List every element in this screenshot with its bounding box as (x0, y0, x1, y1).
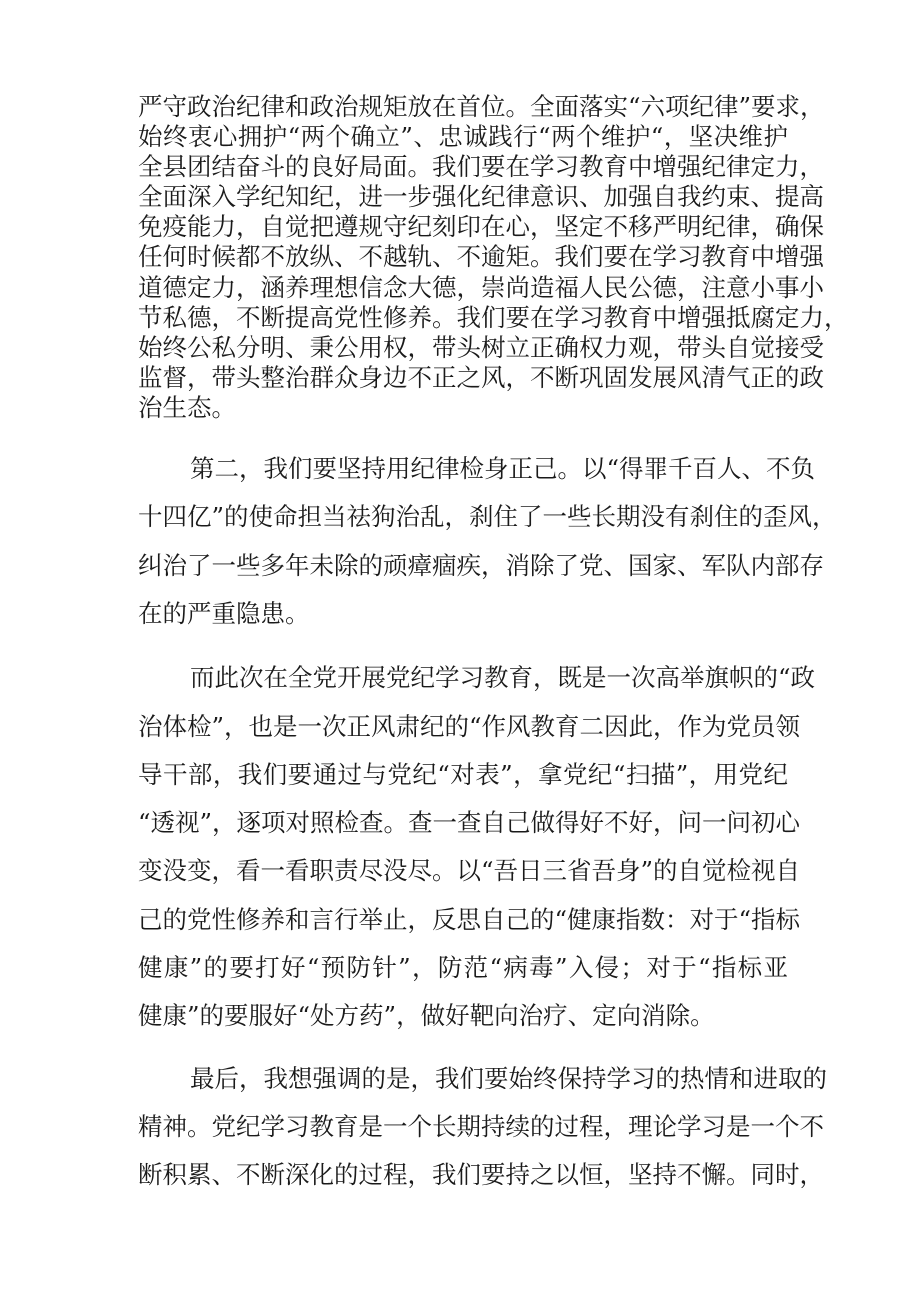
text-line: 健康”的要服好“处方药”，做好靶向治疗、定向消除。 (138, 1001, 715, 1031)
text-line: 全县团结奋斗的良好局面。我们要在学习教育中增强纪律定力， (138, 152, 824, 182)
text-line: 治生态。 (138, 392, 236, 422)
text-line: 而此次在全党开展党纪学习教育，既是一次高举旗帜的“政 (190, 663, 816, 693)
text-line: 在的严重隐患。 (138, 598, 310, 628)
text-line: 监督，带头整治群众身边不正之风，不断巩固发展风清气正的政 (138, 362, 824, 392)
paragraph-party-discipline-education (138, 654, 816, 1040)
text-line: 变没变，看一看职责尽没尽。以“吾日三省吾身”的自觉检视自 (138, 856, 801, 886)
text-line: 最后，我想强调的是，我们要始终保持学习的热情和进取的 (190, 1063, 827, 1093)
text-line: 纠治了一些多年未除的顽瘴痼疾，消除了党、国家、军队内部存 (138, 550, 824, 580)
text-line: 节私德，不断提高党性修养。我们要在学习教育中增强抵腐定力， (138, 302, 849, 332)
paragraph-discipline-first (138, 92, 849, 423)
text-line: 己的党性修养和言行举止，反思自己的“健康指数：对于“指标 (138, 904, 801, 934)
text-line: 第二，我们要坚持用纪律检身正己。以“得罪千百人、不负 (190, 454, 816, 484)
text-line: 治体检”，也是一次正风肃纪的“作风教育二因此，作为党员领 (138, 711, 801, 741)
paragraph-finally (138, 1055, 827, 1200)
paragraph-second-point (138, 445, 837, 638)
text-line: 始终衷心拥护“两个确立”、忠诚践行“两个维护“，坚决维护 (138, 122, 788, 152)
text-line: 十四亿”的使命担当祛狗治乱，刹住了一些长期没有刹住的歪风， (138, 502, 837, 532)
text-line: “透视”，逐项对照检查。查一查自己做得好不好，问一问初心 (138, 808, 801, 838)
text-line: 断积累、不断深化的过程，我们要持之以恒，坚持不懈。同时， (138, 1160, 824, 1190)
text-line: 任何时候都不放纵、不越轨、不逾矩。我们要在学习教育中增强 (138, 242, 824, 272)
text-line: 全面深入学纪知纪，进一步强化纪律意识、加强自我约束、提高 (138, 182, 824, 212)
text-line: 道德定力，涵养理想信念大德，崇尚造福人民公德，注意小事小 (138, 272, 824, 302)
text-line: 始终公私分明、秉公用权，带头树立正确权力观，带头自觉接受 (138, 332, 824, 362)
text-line: 健康”的要打好“预防针”，防范“病毒”入侵；对于“指标亚 (138, 953, 788, 982)
text-line: 精神。党纪学习教育是一个长期持续的过程，理论学习是一个不 (138, 1111, 824, 1141)
document-page (138, 92, 849, 1199)
text-line: 严守政治纪律和政治规矩放在首位。全面落实“六项纪律”要求， (138, 92, 825, 121)
text-line: 免疫能力，自觉把遵规守纪刻印在心，坚定不移严明纪律，确保 (138, 212, 824, 242)
text-line: 导干部，我们要通过与党纪“对表”，拿党纪“扫描”，用党纪 (138, 759, 788, 789)
